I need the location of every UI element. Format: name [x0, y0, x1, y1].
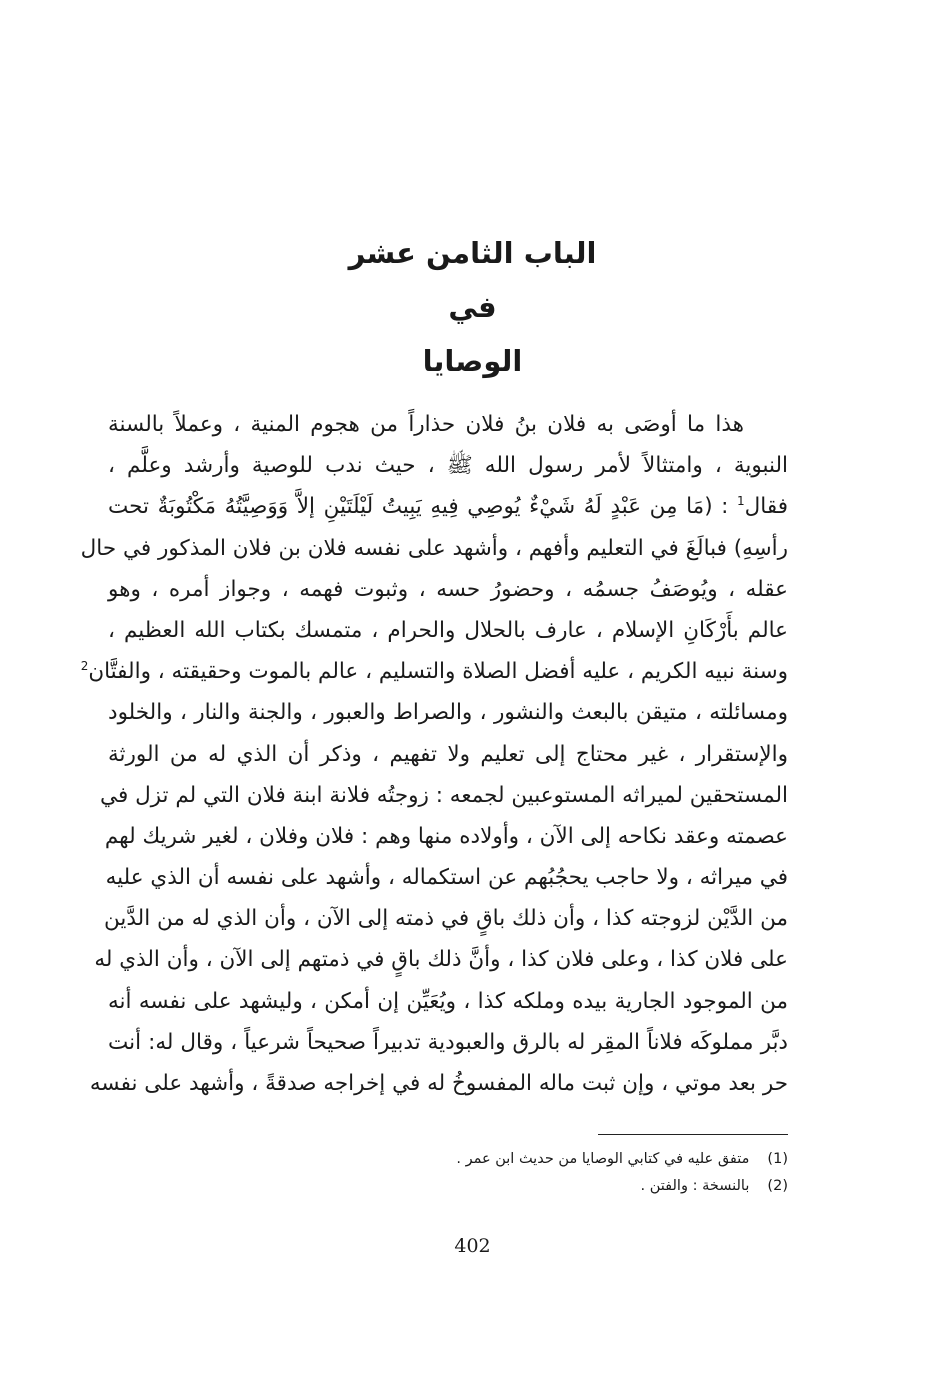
text-line: دبَّر مملوكَه فلاناً المقِر له بالرق والعبودية تدبيراً صحيحاً شرعياً ، وقال له: أنت [108, 1029, 788, 1055]
text-line: هذا ما أوصَى به فلان بنُ فلان حذاراً من هجوم المنية ، وعملاً بالسنة [108, 412, 744, 437]
text-line: والإستقرار ، غير محتاج إلى تعليم ولا تفهيم ، وذكر أن الذي له من الورثة [108, 741, 788, 767]
text-line: رأسِهِ) فبالَغَ في التعليم وأفهم ، وأشهد على نفسه فلان بن فلان المذكور في حال [80, 535, 788, 561]
text-line: المستحقين لميراثه المستوعبين لجمعه : زوجتُه فلانة ابنة فلان التي لم تزل في [100, 782, 788, 808]
footnote-number: (1) [767, 1151, 788, 1167]
text-line: ومسائلته ، متيقن بالبعث والنشور ، والصراط والعبور ، والجنة والنار ، والخلود [108, 700, 788, 726]
text-line-segment: فقال [744, 494, 788, 520]
text-line: على فلان كذا ، وعلى فلان كذا ، وأنَّ ذلك باقٍ في ذمتهم إلى الآن ، وأن الذي له [94, 947, 788, 973]
footnote-text: متفق عليه في كتابي الوصايا من حديث ابن عمر . [456, 1151, 750, 1167]
footnotes [108, 1146, 788, 1200]
text-line: النبوية ، وامتثالاً لأمر رسول الله ﷺ ، حيث ندب للوصية وأرشد وعلَّم ، [108, 453, 788, 479]
chapter-heading [0, 226, 945, 388]
text-line-with-footnote-ref [80, 651, 788, 692]
footnote-item [108, 1173, 788, 1200]
text-line: من الدَّيْن لزوجته كذا ، وأن ذلك باقٍ في ذمته إلى الآن ، وأن الذي له من الدَّين [104, 906, 788, 932]
text-line-segment: : (مَا مِن عَبْدٍ لَهُ شَيْءٌ يُوصِي فِيهِ يَبِيتُ لَيْلَتَيْنِ إلاَّ وَوَصِيَّتُهُ مَكْتُوبَةٌ تحت [108, 494, 738, 520]
text-line-with-footnote-ref [108, 486, 788, 527]
chapter-title: الباب الثامن عشر [348, 236, 597, 270]
text-line: عصمته وعقد نكاحه إلى الآن ، وأولاده منها وهم : فلان وفلان ، لغير شريك لهم [104, 823, 788, 849]
text-line: حر بعد موتي ، وإن ثبت ماله المفسوخُ له في إخراجه صدقةً ، وأشهد على نفسه [89, 1071, 788, 1096]
footnote-ref: 1 [737, 494, 745, 509]
text-line: في ميراثه ، ولا حاجب يحجُبُهم عن استكماله ، وأشهد على نفسه أن الذي عليه [105, 865, 788, 891]
footnote-text: بالنسخة : والفتن . [640, 1178, 750, 1194]
text-line: عالم بأَرْكَانِ الإسلام ، عارف بالحلال والحرام ، متمسك بكتاب الله العظيم ، [108, 617, 788, 643]
text-line: من الموجود الجارية بيده وملكه كذا ، ويُعَيِّن إن أمكن ، وليشهد على نفسه أنه [108, 988, 788, 1014]
body-text [80, 404, 788, 1104]
footnote-separator [598, 1134, 788, 1135]
footnote-item [108, 1146, 788, 1173]
text-line-segment: وسنة نبيه الكريم ، عليه أفضل الصلاة والتسليم ، عالم بالموت وحقيقته ، والفتَّان [88, 659, 788, 685]
footnote-number: (2) [767, 1178, 788, 1194]
footnote-ref: 2 [80, 658, 89, 673]
chapter-title-preposition: في [448, 290, 497, 324]
page-number: 402 [454, 1235, 491, 1257]
text-line: عقله ، ويُوصَفُ جسمُه ، وحضورُ حسه ، وثبوت فهمه ، وجواز أمره ، وهو [108, 576, 788, 602]
chapter-subject: الوصايا [422, 344, 523, 378]
